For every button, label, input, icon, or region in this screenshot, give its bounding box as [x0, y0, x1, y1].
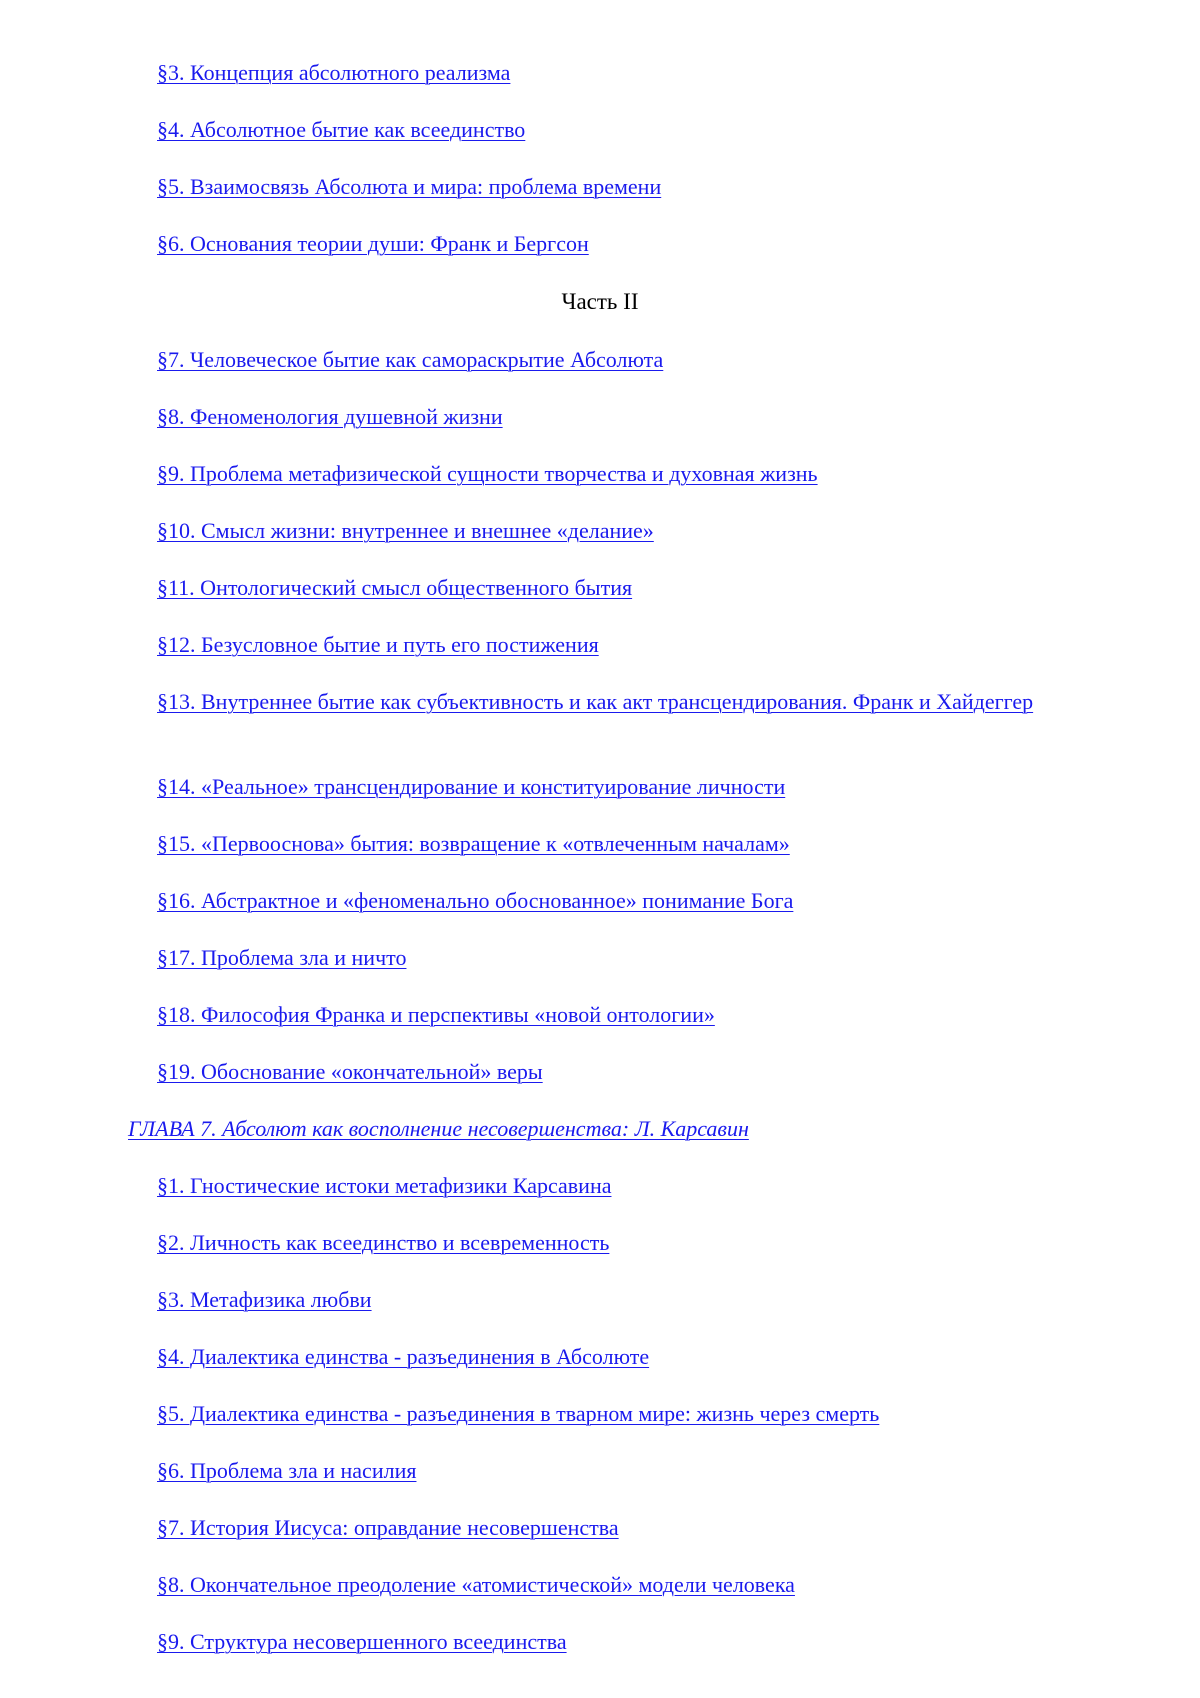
toc-link-part2-s7[interactable]: §7. Человеческое бытие как самораскрытие Абсолюта	[157, 347, 664, 372]
toc-link-part2-s16[interactable]: §16. Абстрактное и «феноменально обоснованное» понимание Бога	[157, 888, 794, 913]
toc-link-ch7-s3[interactable]: §3. Метафизика любви	[157, 1287, 372, 1312]
toc-link-part2-s14[interactable]: §14. «Реальное» трансцендирование и конституирование личности	[157, 774, 786, 799]
toc-link-part2-s10[interactable]: §10. Смысл жизни: внутреннее и внешнее «делание»	[157, 518, 654, 543]
toc-link-chapter7[interactable]: ГЛАВА 7. Абсолют как восполнение несовершенства: Л. Карсавин	[128, 1116, 749, 1141]
toc-link-part1-s6[interactable]: §6. Основания теории души: Франк и Бергсон	[157, 231, 589, 256]
toc-link-part2-s12[interactable]: §12. Безусловное бытие и путь его постижения	[157, 632, 599, 657]
toc-link-ch7-s4[interactable]: §4. Диалектика единства - разъединения в Абсолюте	[157, 1344, 650, 1369]
toc-link-ch7-s2[interactable]: §2. Личность как всеединство и всевременность	[157, 1230, 610, 1255]
toc-link-ch7-s8[interactable]: §8. Окончательное преодоление «атомистической» модели человека	[157, 1572, 795, 1597]
toc-link-part2-s19[interactable]: §19. Обоснование «окончательной» веры	[157, 1059, 543, 1084]
toc-link-part2-s15[interactable]: §15. «Первооснова» бытия: возвращение к «отвлеченным началам»	[157, 831, 790, 856]
toc-link-part2-s17[interactable]: §17. Проблема зла и ничто	[157, 945, 407, 970]
part-heading: Часть II	[561, 289, 639, 314]
toc-link-part2-s18[interactable]: §18. Философия Франка и перспективы «новой онтологии»	[157, 1002, 715, 1027]
toc-link-part2-s11[interactable]: §11. Онтологический смысл общественного бытия	[157, 575, 633, 600]
toc-link-part2-s8[interactable]: §8. Феноменология душевной жизни	[157, 404, 503, 429]
toc-link-ch7-s1[interactable]: §1. Гностические истоки метафизики Карсавина	[157, 1173, 612, 1198]
toc-link-ch7-s5[interactable]: §5. Диалектика единства - разъединения в тварном мире: жизнь через смерть	[157, 1401, 880, 1426]
toc-link-part2-s9[interactable]: §9. Проблема метафизической сущности творчества и духовная жизнь	[157, 461, 818, 486]
toc-link-ch7-s7[interactable]: §7. История Иисуса: оправдание несовершенства	[157, 1515, 619, 1540]
toc-link-ch7-s9[interactable]: §9. Структура несовершенного всеединства	[157, 1629, 567, 1654]
toc-link-part1-s3[interactable]: §3. Концепция абсолютного реализма	[157, 60, 511, 85]
toc-link-part2-s13[interactable]: §13. Внутреннее бытие как субъективность и как акт трансцендирования. Франк и Хайдеггер	[157, 689, 1034, 714]
toc-link-part1-s4[interactable]: §4. Абсолютное бытие как всеединство	[157, 117, 526, 142]
toc-link-part1-s5[interactable]: §5. Взаимосвязь Абсолюта и мира: проблема времени	[157, 174, 662, 199]
toc-link-ch7-s6[interactable]: §6. Проблема зла и насилия	[157, 1458, 417, 1483]
